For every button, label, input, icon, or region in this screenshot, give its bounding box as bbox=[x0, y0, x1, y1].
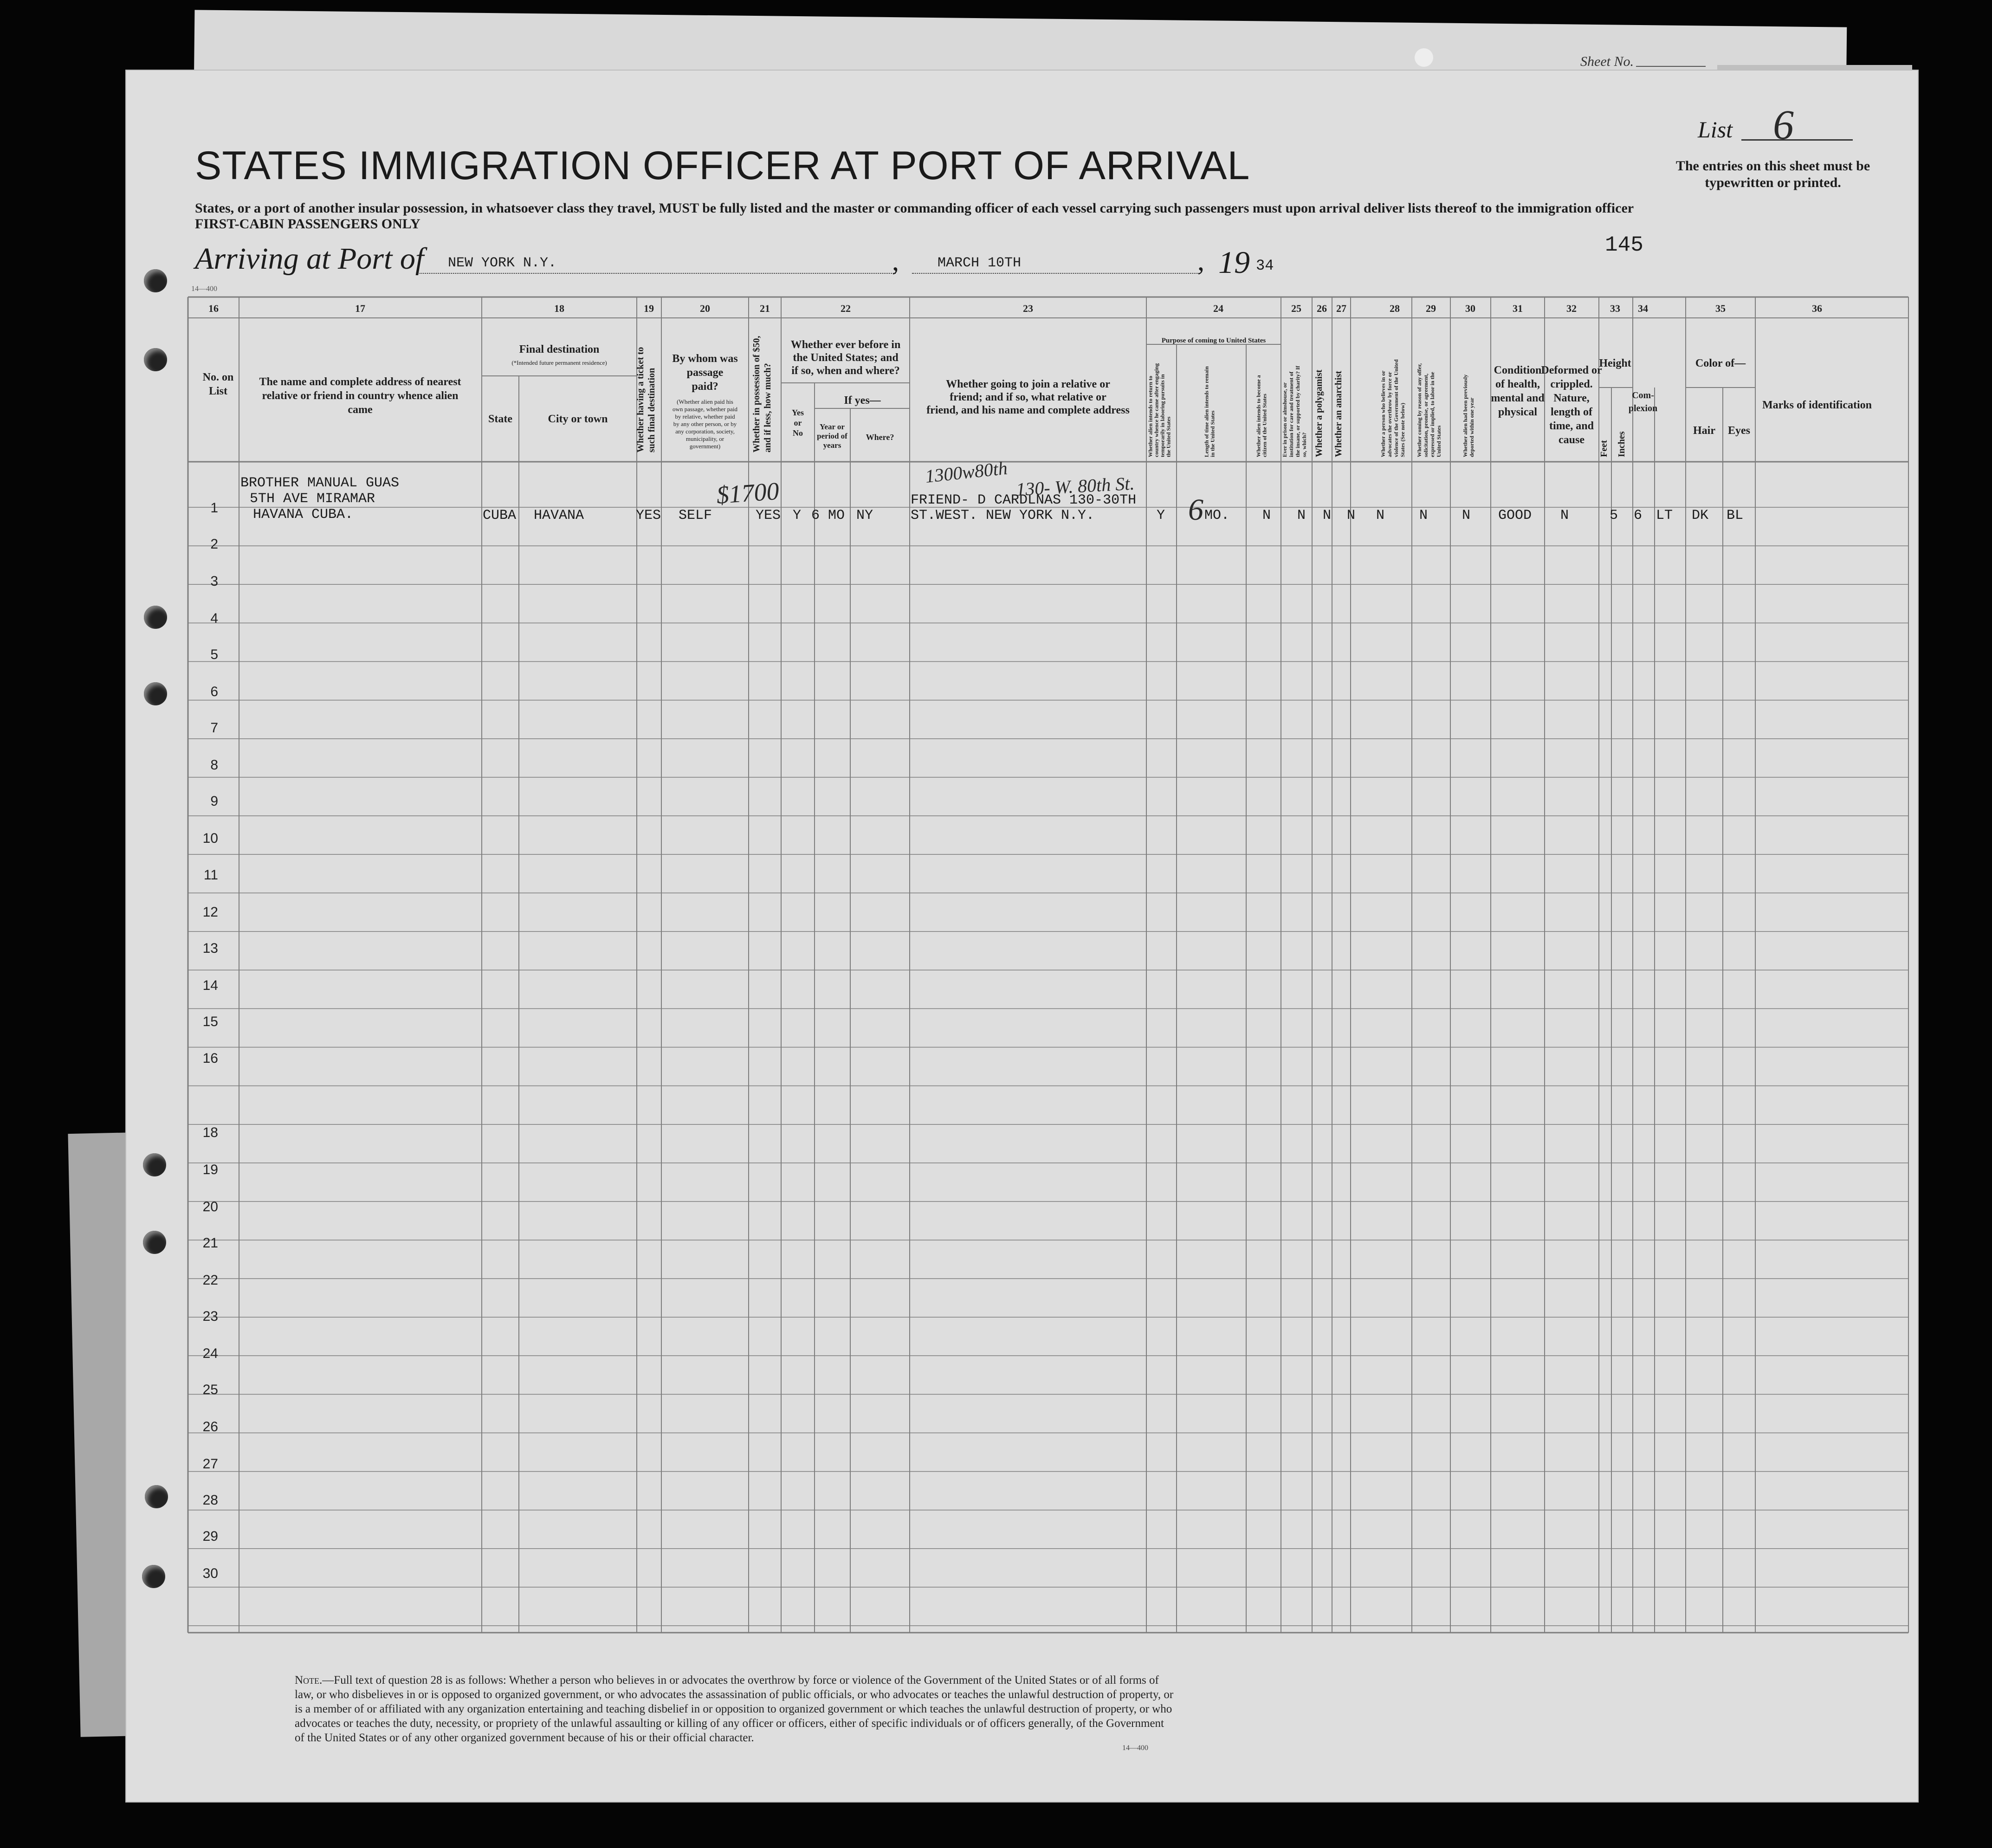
passage-paid-note: own passage, whether paid bbox=[672, 406, 738, 413]
column-28-header: advocates the overthrow by force or bbox=[1386, 372, 1393, 457]
purpose-return-header: Whether alien intends to return to bbox=[1147, 375, 1154, 457]
column-number: 19 bbox=[644, 303, 654, 314]
joining-relative-header: friend; and if so, what relative or bbox=[950, 391, 1106, 403]
health-header: mental and bbox=[1491, 392, 1545, 404]
yes-or-no-header: Yes bbox=[792, 408, 804, 417]
yes-or-no-header: or bbox=[794, 418, 802, 427]
where-header: Where? bbox=[866, 433, 894, 442]
purpose-length-header: in the United States bbox=[1209, 410, 1216, 457]
prison-value: N bbox=[1297, 508, 1306, 523]
column-number: 24 bbox=[1213, 303, 1223, 314]
column-number: 23 bbox=[1023, 303, 1033, 314]
joining-relative-header: friend, and his name and complete address bbox=[926, 404, 1130, 416]
column-number: 17 bbox=[355, 303, 365, 314]
inches-value: 6 bbox=[1634, 508, 1643, 523]
relative-line-3: HAVANA CUBA. bbox=[253, 507, 354, 523]
form-number-bottom: 14—400 bbox=[1122, 1744, 1148, 1752]
first-cabin-label: FIRST-CABIN PASSENGERS ONLY bbox=[195, 216, 420, 232]
final-destination-header: Final destination bbox=[519, 343, 600, 355]
deformed-header: Deformed or bbox=[1541, 364, 1602, 376]
marks-header: Marks of identification bbox=[1762, 399, 1872, 411]
passage-paid-header: passage bbox=[686, 367, 724, 379]
year-or-period-header: period of bbox=[817, 432, 847, 440]
column-number: 34 bbox=[1638, 303, 1648, 314]
column-number: 16 bbox=[208, 303, 219, 314]
relative-line-1: BROTHER MANUAL GUAS bbox=[240, 475, 400, 491]
row-number: 19 bbox=[202, 1162, 218, 1177]
passage-paid-note: municipality, or bbox=[686, 435, 724, 442]
row-number: 23 bbox=[202, 1309, 218, 1324]
column-number: 31 bbox=[1513, 303, 1523, 314]
return-value: Y bbox=[1157, 508, 1165, 523]
column-29-header: United States bbox=[1436, 425, 1442, 457]
prison-header: Ever in prison or almshouse, or bbox=[1281, 382, 1288, 457]
city-value: HAVANA bbox=[534, 508, 584, 523]
row-number: 26 bbox=[202, 1419, 218, 1434]
year-or-period-header: years bbox=[823, 441, 841, 450]
port-value: NEW YORK N.Y. bbox=[448, 255, 557, 271]
column-28-header: States (See note below) bbox=[1399, 403, 1406, 457]
ticket-header: such final destination bbox=[647, 368, 657, 452]
purpose-return-header: country whence he came after engaging bbox=[1153, 363, 1160, 457]
column-number: 35 bbox=[1715, 303, 1726, 314]
column-29-header: Whether coming by reason of any offer, bbox=[1416, 363, 1423, 457]
page-title: STATES IMMIGRATION OFFICER AT PORT OF ARRIVAL bbox=[195, 143, 1250, 188]
color-of-header: Color of— bbox=[1695, 357, 1746, 369]
citizen-value: N bbox=[1262, 508, 1271, 523]
passage-paid-note: government) bbox=[689, 443, 721, 450]
handwritten-length: 6 bbox=[1188, 493, 1203, 527]
deformed-header: cause bbox=[1559, 434, 1585, 446]
row-number: 21 bbox=[202, 1235, 218, 1251]
period-value: 6 MO bbox=[811, 508, 845, 523]
anarchist-value: N bbox=[1347, 508, 1356, 523]
column-number: 18 bbox=[554, 303, 564, 314]
row-number: 16 bbox=[202, 1051, 218, 1066]
row-number: 11 bbox=[203, 867, 218, 883]
column-number: 21 bbox=[760, 303, 770, 314]
hair-header: Hair bbox=[1693, 425, 1715, 437]
column-number: 33 bbox=[1610, 303, 1620, 314]
row-number: 5 bbox=[210, 647, 218, 662]
hair-value: DK bbox=[1692, 508, 1709, 523]
row-number: 22 bbox=[202, 1273, 218, 1288]
deformed-header: length of bbox=[1551, 406, 1592, 418]
question-28-note bbox=[295, 1673, 1177, 1745]
passage-paid-note: by any other person, or by bbox=[673, 420, 737, 427]
column-30-value: N bbox=[1462, 508, 1471, 523]
comma: , bbox=[892, 246, 899, 276]
complexion-header: plexion bbox=[1628, 403, 1658, 414]
before-in-us-header: the United States; and bbox=[793, 352, 899, 364]
column-number: 26 bbox=[1317, 303, 1327, 314]
final-destination-note: (*Intended future permanent residence) bbox=[511, 359, 607, 366]
health-value: GOOD bbox=[1498, 508, 1532, 523]
yes-or-no-header: No bbox=[793, 428, 803, 438]
row-number: 9 bbox=[210, 794, 218, 809]
arriving-label: Arriving at Port of bbox=[195, 242, 424, 276]
list-label: List bbox=[1698, 116, 1733, 142]
row-number: 14 bbox=[202, 978, 218, 993]
instruction-line: States, or a port of another insular possession, in whatsoever class they travel, MUST be fully listed and the master or commanding officer of each vessel carrying such passengers must upon arrival deliver lists thereof to the immigration officer bbox=[195, 200, 1634, 216]
row-number: 15 bbox=[202, 1014, 218, 1029]
state-value: CUBA bbox=[483, 508, 517, 523]
purpose-length-header: Length of time alien intends to remain bbox=[1203, 366, 1210, 457]
if-yes-header: If yes— bbox=[844, 394, 881, 407]
purpose-citizen-header: Whether alien intends to become a bbox=[1255, 375, 1262, 457]
passage-paid-note: any corporation, society, bbox=[675, 428, 735, 435]
passage-paid-header: By whom was bbox=[672, 353, 738, 365]
column-number: 22 bbox=[841, 303, 851, 314]
column-29-header: solicitation, promise, or agreement, bbox=[1423, 374, 1429, 457]
row-number: 28 bbox=[202, 1493, 218, 1508]
feet-header: Feet bbox=[1599, 440, 1609, 457]
row-number: 2 bbox=[210, 536, 218, 552]
column-number: 20 bbox=[700, 303, 710, 314]
sheet-no-label: Sheet No. bbox=[1580, 54, 1634, 69]
column-number: 28 bbox=[1390, 303, 1400, 314]
where-value: NY bbox=[856, 508, 873, 523]
row-number: 29 bbox=[202, 1529, 218, 1544]
complexion-value: LT bbox=[1656, 508, 1673, 523]
sheet-number: 145 bbox=[1605, 233, 1643, 257]
note-text: —Full text of question 28 is as follows: Whether a person who believes in or advocates the overthrow by force or violence of the Government of the United States or of all forms of law, or who disbelieves in or is opposed to organized government, or who advocates the assassination of public officials, or who advocates or teaches the unlawful destruction of property, or is a member of or affiliated with any organization entertaining and teaching disbelief in or opposition to organized government or which teaches the unlawful destruction of property, or who advocates or teaches the duty, necessity, or propriety of the unlawful assaulting or killing of any officer or officers, either of specific individuals or of officers generally, of the Government of the United States or of any other organized government because of his or their official character. bbox=[295, 1674, 1174, 1744]
health-header: Condition bbox=[1494, 364, 1542, 376]
column-29-header: expressed or implied, to labor in the bbox=[1429, 372, 1436, 457]
row-number: 18 bbox=[202, 1125, 218, 1140]
possession-header: Whether in possession of $50, bbox=[751, 336, 762, 452]
deformed-header: time, and bbox=[1549, 420, 1594, 432]
health-header: of health, bbox=[1495, 378, 1540, 390]
column-number: 27 bbox=[1336, 303, 1346, 314]
row-number: 20 bbox=[202, 1199, 218, 1215]
relative-address-header: relative or friend in country whence alien bbox=[262, 390, 459, 402]
polygamist-header: Whether a polygamist bbox=[1314, 369, 1324, 457]
no-on-list-header: List bbox=[208, 385, 228, 397]
column-number: 30 bbox=[1465, 303, 1475, 314]
height-header: Height bbox=[1599, 357, 1631, 369]
polygamist-value: N bbox=[1323, 508, 1332, 523]
before-in-us-header: Whether ever before in bbox=[790, 339, 901, 351]
column-29-value: N bbox=[1419, 508, 1428, 523]
row-number: 13 bbox=[202, 941, 218, 956]
join-line-2: ST.WEST. NEW YORK N.Y. bbox=[911, 508, 1095, 523]
health-header: physical bbox=[1498, 406, 1538, 418]
eyes-header: Eyes bbox=[1728, 425, 1750, 437]
date-value: MARCH 10TH bbox=[938, 255, 1022, 271]
relative-address-header: The name and complete address of nearest bbox=[259, 376, 461, 388]
purpose-return-header: the United States bbox=[1165, 416, 1172, 457]
form-number: 14—400 bbox=[191, 285, 217, 293]
before-in-us-header: if so, when and where? bbox=[791, 365, 900, 377]
row-number: 12 bbox=[202, 905, 218, 920]
column-number: 36 bbox=[1812, 303, 1822, 314]
note-label: Note. bbox=[295, 1674, 323, 1686]
entries-note: The entries on this sheet must be typewritten or printed. bbox=[1675, 158, 1870, 190]
row-number: 10 bbox=[202, 831, 218, 846]
ticket-header: Whether having a ticket to bbox=[635, 347, 646, 452]
row-number: 3 bbox=[210, 574, 218, 589]
anarchist-header: Whether an anarchist bbox=[1333, 371, 1344, 457]
deformed-header: crippled. bbox=[1550, 378, 1593, 390]
year-suffix: 34 bbox=[1256, 257, 1274, 274]
complexion-header: Com- bbox=[1632, 390, 1654, 401]
row-number: 8 bbox=[210, 757, 218, 773]
year-or-period-header: Year or bbox=[820, 422, 845, 431]
purpose-header: Purpose of coming to United States bbox=[1161, 337, 1266, 344]
possession-header: and if less, how much? bbox=[763, 363, 773, 452]
row-number: 30 bbox=[202, 1566, 218, 1581]
no-on-list-header: No. on bbox=[202, 371, 234, 383]
row-number: 24 bbox=[202, 1346, 218, 1361]
row-number: 6 bbox=[210, 684, 218, 699]
column-30-header: Whether alien had been previously bbox=[1462, 374, 1468, 457]
join-line-1: FRIEND- D CARDLNAS 130-30TH bbox=[911, 492, 1137, 508]
column-28-header: Whether a person who believes in or bbox=[1380, 370, 1386, 457]
state-header: State bbox=[488, 413, 512, 425]
before-value: Y bbox=[793, 508, 802, 523]
purpose-return-header: temporarily in laboring pursuits in bbox=[1159, 374, 1166, 457]
column-28-value: N bbox=[1376, 508, 1385, 523]
passage-paid-note: by relative, whether paid bbox=[675, 413, 735, 420]
handwritten-money: $1700 bbox=[715, 477, 780, 509]
possession-value: YES bbox=[756, 508, 781, 523]
column-28-header: violence of the Government of the United bbox=[1393, 359, 1399, 457]
deformed-header: Nature, bbox=[1553, 392, 1590, 404]
row-number: 27 bbox=[202, 1456, 218, 1472]
relative-address-header: came bbox=[348, 404, 373, 416]
column-number: 25 bbox=[1291, 303, 1301, 314]
column-30-header: deported within one year bbox=[1468, 397, 1475, 457]
prison-header: so, which? bbox=[1301, 432, 1307, 457]
year-prefix: 19 bbox=[1218, 245, 1250, 280]
column-number: 29 bbox=[1426, 303, 1436, 314]
deformed-value: N bbox=[1560, 508, 1569, 523]
comma: , bbox=[1197, 246, 1204, 276]
row-number: 1 bbox=[210, 500, 218, 516]
eyes-value: BL bbox=[1727, 508, 1744, 523]
joining-relative-header: Whether going to join a relative or bbox=[946, 378, 1110, 390]
passage-paid-note: (Whether alien paid his bbox=[677, 398, 733, 405]
handwritten-address-2: 130- W. 80th St. bbox=[1015, 472, 1135, 500]
inches-header: Inches bbox=[1617, 431, 1627, 457]
column-number: 32 bbox=[1566, 303, 1577, 314]
row-number: 4 bbox=[210, 611, 218, 626]
feet-value: 5 bbox=[1610, 508, 1618, 523]
length-value: MO. bbox=[1204, 508, 1230, 523]
row-number: 7 bbox=[210, 720, 218, 736]
list-number: 6 bbox=[1773, 102, 1794, 148]
prison-header: institution for care and treatment of bbox=[1288, 371, 1294, 457]
ticket-value: YES bbox=[636, 508, 661, 523]
purpose-citizen-header: citizen of the United States bbox=[1261, 394, 1268, 457]
passage-paid-header: paid? bbox=[692, 381, 718, 393]
handwritten-address-1: 1300w80th bbox=[924, 457, 1009, 487]
city-header: City or town bbox=[548, 413, 608, 425]
relative-line-2: 5TH AVE MIRAMAR bbox=[250, 491, 375, 507]
paid-by-value: SELF bbox=[679, 508, 712, 523]
row-number: 25 bbox=[202, 1382, 218, 1397]
prison-header: the insane, or supported by charity? If bbox=[1294, 366, 1301, 457]
